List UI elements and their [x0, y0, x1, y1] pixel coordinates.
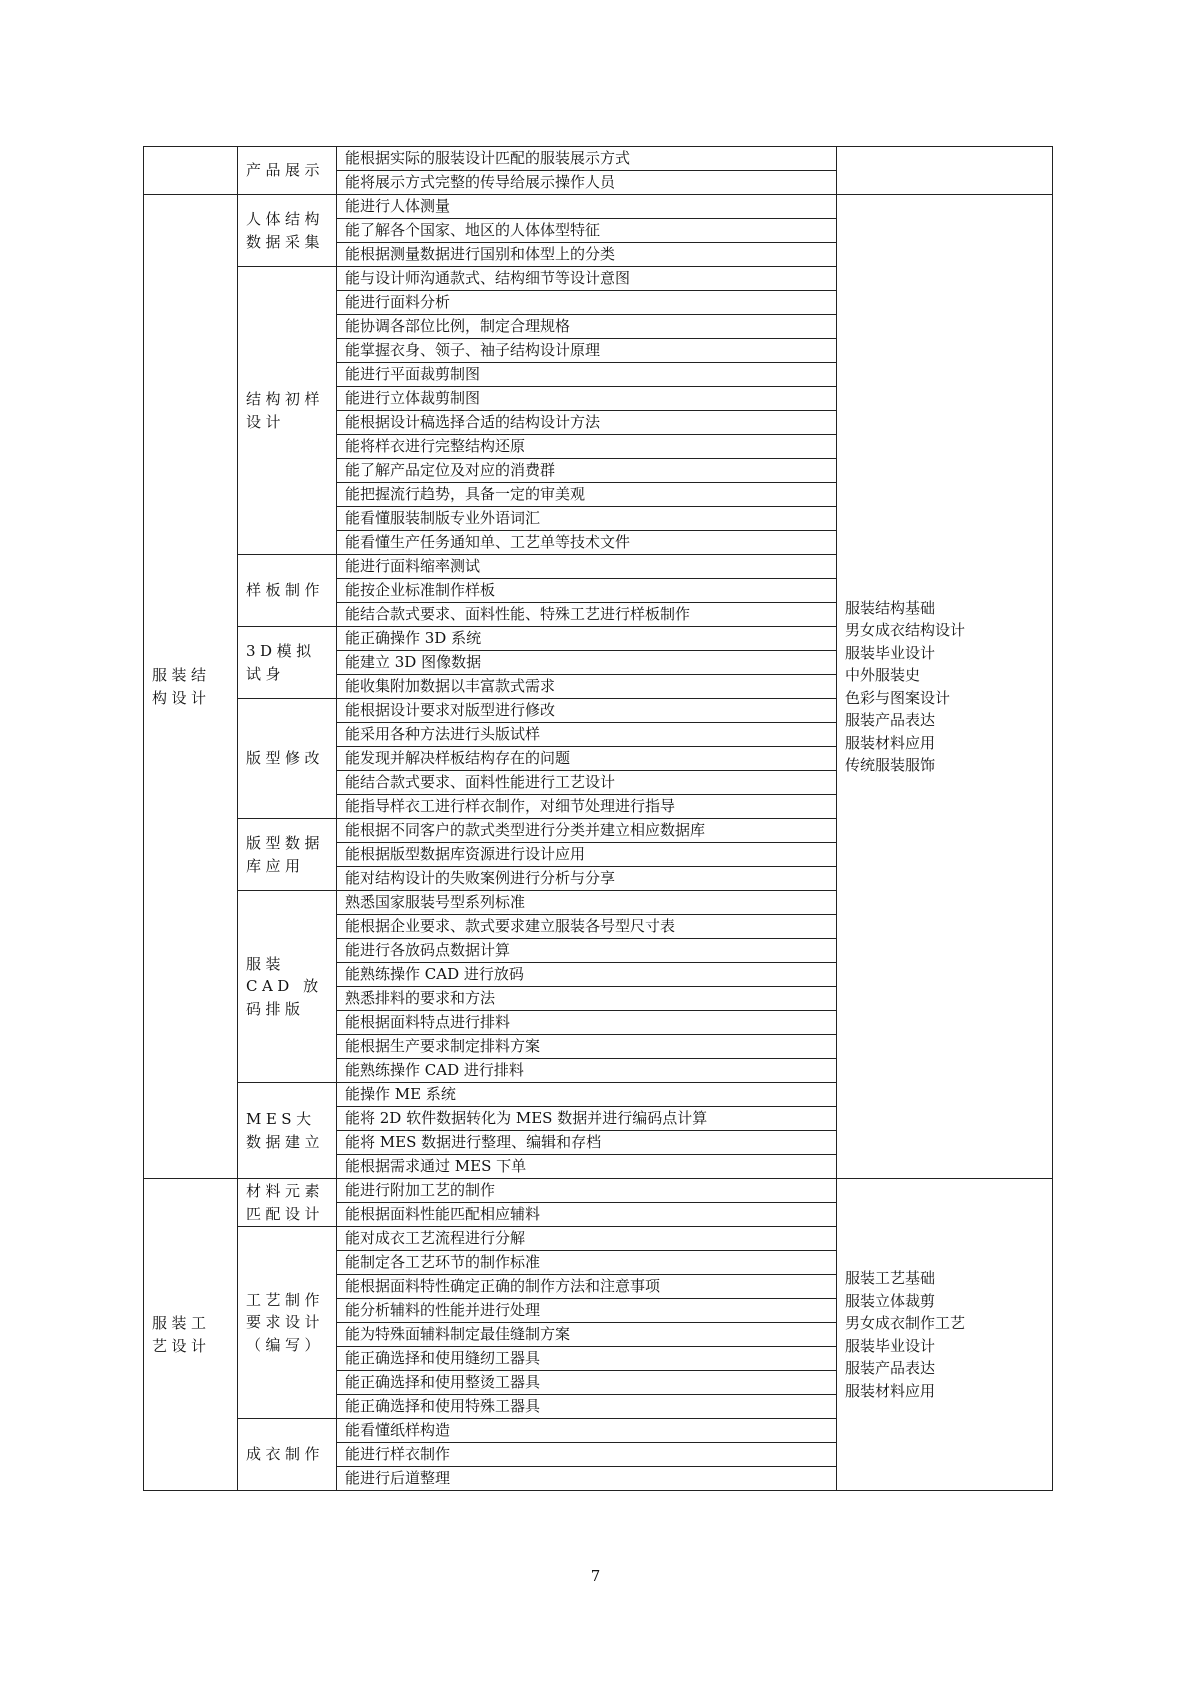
ability-cell: 能结合款式要求、面料性能进行工艺设计 [337, 771, 837, 795]
ability-cell: 能将 MES 数据进行整理、编辑和存档 [337, 1131, 837, 1155]
ability-cell: 能分析辅料的性能并进行处理 [337, 1299, 837, 1323]
ability-cell: 能根据生产要求制定排料方案 [337, 1035, 837, 1059]
ability-cell: 能正确选择和使用整烫工器具 [337, 1371, 837, 1395]
table-row [144, 195, 1053, 219]
course-name: 服装材料应用 [845, 1381, 936, 1400]
ability-cell: 能将展示方式完整的传导给展示操作人员 [337, 171, 837, 195]
ability-cell: 能根据实际的服装设计匹配的服装展示方式 [337, 147, 837, 171]
ability-cell: 能把握流行趋势，具备一定的审美观 [337, 483, 837, 507]
ability-cell: 能进行样衣制作 [337, 1443, 837, 1467]
course-cell [837, 1179, 1053, 1491]
table-body [144, 147, 1053, 1491]
ability-cell: 能指导样衣工进行样衣制作，对细节处理进行指导 [337, 795, 837, 819]
ability-cell: 能进行面料缩率测试 [337, 555, 837, 579]
course-name: 服装毕业设计 [845, 643, 936, 662]
ability-cell: 能根据设计要求对版型进行修改 [337, 699, 837, 723]
course-name: 男女成衣结构设计 [845, 621, 966, 639]
task-cell: 产品展示 [238, 147, 337, 195]
ability-cell: 能根据不同客户的款式类型进行分类并建立相应数据库 [337, 819, 837, 843]
task-cell: 版型修改 [238, 699, 337, 819]
ability-cell: 熟悉国家服装号型系列标准 [337, 891, 837, 915]
task-cell: 结构初样设计 [238, 267, 337, 555]
ability-cell: 能进行平面裁剪制图 [337, 363, 837, 387]
ability-cell: 能根据需求通过 MES 下单 [337, 1155, 837, 1179]
ability-cell: 能熟练操作 CAD 进行排料 [337, 1059, 837, 1083]
task-cell: 材料元素匹配设计 [238, 1179, 337, 1227]
course-cell [837, 195, 1053, 1179]
ability-cell: 能了解产品定位及对应的消费群 [337, 459, 837, 483]
ability-course-table [143, 146, 1053, 1491]
course-name: 服装材料应用 [845, 733, 936, 752]
field-cell: 服装结构设计 [144, 195, 238, 1179]
task-cell: 服装 CAD 放码排版 [238, 891, 337, 1083]
ability-cell: 能将 2D 软件数据转化为 MES 数据并进行编码点计算 [337, 1107, 837, 1131]
task-cell: 工艺制作要求设计（编写） [238, 1227, 337, 1419]
ability-cell: 能进行面料分析 [337, 291, 837, 315]
course-cell [837, 147, 1053, 195]
ability-cell: 能按企业标准制作样板 [337, 579, 837, 603]
course-name: 中外服装史 [845, 666, 921, 684]
task-cell: 样板制作 [238, 555, 337, 627]
task-cell: 人体结构数据采集 [238, 195, 337, 267]
course-name: 服装毕业设计 [845, 1336, 936, 1355]
table-row [144, 147, 1053, 171]
ability-cell: 能根据面料特点进行排料 [337, 1011, 837, 1035]
course-name: 色彩与图案设计 [845, 688, 951, 707]
ability-cell: 能根据面料特性确定正确的制作方法和注意事项 [337, 1275, 837, 1299]
ability-cell: 能正确操作 3D 系统 [337, 627, 837, 651]
ability-cell: 能协调各部位比例，制定合理规格 [337, 315, 837, 339]
ability-cell: 能根据测量数据进行国别和体型上的分类 [337, 243, 837, 267]
ability-cell: 熟悉排料的要求和方法 [337, 987, 837, 1011]
ability-cell: 能根据设计稿选择合适的结构设计方法 [337, 411, 837, 435]
ability-cell: 能根据版型数据库资源进行设计应用 [337, 843, 837, 867]
ability-cell: 能看懂纸样构造 [337, 1419, 837, 1443]
ability-cell: 能对成衣工艺流程进行分解 [337, 1227, 837, 1251]
ability-cell: 能正确选择和使用缝纫工器具 [337, 1347, 837, 1371]
ability-cell: 能为特殊面辅料制定最佳缝制方案 [337, 1323, 837, 1347]
task-cell: MES大数据建立 [238, 1083, 337, 1179]
task-cell: 成衣制作 [238, 1419, 337, 1491]
task-cell: 3D模拟试身 [238, 627, 337, 699]
course-name: 服装立体裁剪 [845, 1291, 936, 1310]
ability-cell: 能正确选择和使用特殊工器具 [337, 1395, 837, 1419]
ability-cell: 能根据企业要求、款式要求建立服装各号型尺寸表 [337, 915, 837, 939]
ability-cell: 能发现并解决样板结构存在的问题 [337, 747, 837, 771]
course-name: 男女成衣制作工艺 [845, 1314, 966, 1332]
ability-cell: 能将样衣进行完整结构还原 [337, 435, 837, 459]
ability-cell: 能根据面料性能匹配相应辅料 [337, 1203, 837, 1227]
ability-cell: 能结合款式要求、面料性能、特殊工艺进行样板制作 [337, 603, 837, 627]
ability-cell: 能熟练操作 CAD 进行放码 [337, 963, 837, 987]
course-name: 服装工艺基础 [845, 1269, 936, 1287]
ability-cell: 能看懂服装制版专业外语词汇 [337, 507, 837, 531]
ability-cell: 能看懂生产任务通知单、工艺单等技术文件 [337, 531, 837, 555]
ability-cell: 能与设计师沟通款式、结构细节等设计意图 [337, 267, 837, 291]
ability-cell: 能进行附加工艺的制作 [337, 1179, 837, 1203]
ability-cell: 能制定各工艺环节的制作标准 [337, 1251, 837, 1275]
task-cell: 版型数据库应用 [238, 819, 337, 891]
ability-cell: 能收集附加数据以丰富款式需求 [337, 675, 837, 699]
ability-cell: 能对结构设计的失败案例进行分析与分享 [337, 867, 837, 891]
ability-cell: 能进行各放码点数据计算 [337, 939, 837, 963]
course-name: 服装结构基础 [845, 598, 936, 617]
field-cell: 服装工艺设计 [144, 1179, 238, 1491]
ability-cell: 能了解各个国家、地区的人体体型特征 [337, 219, 837, 243]
ability-cell: 能进行人体测量 [337, 195, 837, 219]
ability-cell: 能操作 ME 系统 [337, 1083, 837, 1107]
course-name: 服装产品表达 [845, 711, 936, 729]
table-row [144, 1179, 1053, 1203]
field-cell [144, 147, 238, 195]
ability-cell: 能进行立体裁剪制图 [337, 387, 837, 411]
ability-cell: 能采用各种方法进行头版试样 [337, 723, 837, 747]
page-number: 7 [590, 1567, 601, 1585]
course-name: 服装产品表达 [845, 1359, 936, 1377]
ability-cell: 能进行后道整理 [337, 1467, 837, 1491]
ability-cell: 能建立 3D 图像数据 [337, 651, 837, 675]
ability-cell: 能掌握衣身、领子、袖子结构设计原理 [337, 339, 837, 363]
course-name: 传统服装服饰 [845, 756, 936, 774]
